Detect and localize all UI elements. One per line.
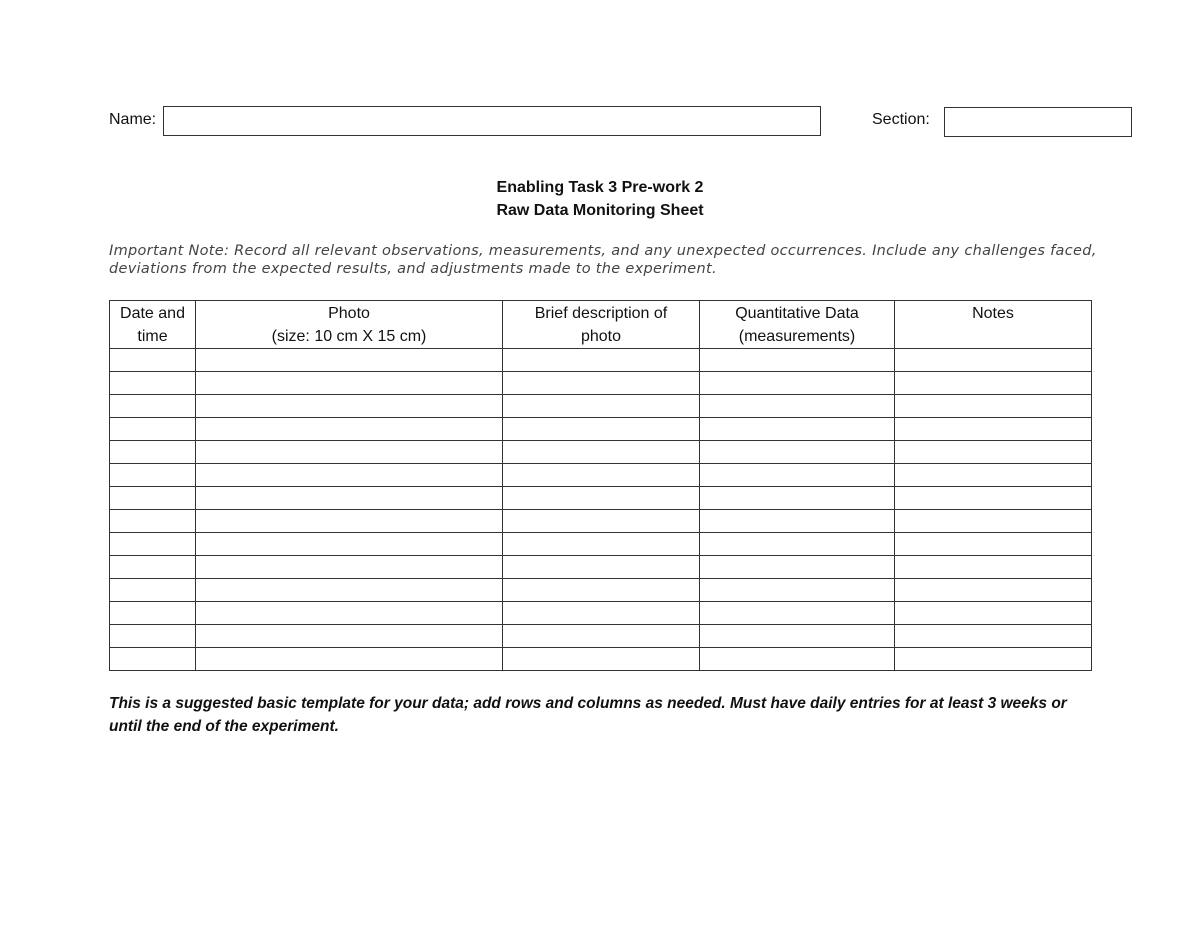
table-cell[interactable] — [700, 625, 895, 648]
table-row — [110, 395, 1092, 418]
table-cell[interactable] — [700, 372, 895, 395]
table-cell[interactable] — [503, 464, 700, 487]
table-row — [110, 349, 1092, 372]
name-label: Name: — [109, 111, 157, 128]
table-cell[interactable] — [503, 602, 700, 625]
table-cell[interactable] — [700, 441, 895, 464]
table-cell[interactable] — [895, 579, 1092, 602]
table-cell[interactable] — [895, 464, 1092, 487]
table-cell[interactable] — [196, 418, 503, 441]
table-cell[interactable] — [110, 487, 196, 510]
table-cell[interactable] — [700, 648, 895, 671]
section-label: Section: — [872, 111, 930, 128]
table-cell[interactable] — [503, 395, 700, 418]
table-cell[interactable] — [895, 625, 1092, 648]
col-photo: Photo (size: 10 cm X 15 cm) — [196, 301, 503, 349]
col-notes: Notes — [895, 301, 1092, 349]
table-cell[interactable] — [503, 625, 700, 648]
table-cell[interactable] — [700, 487, 895, 510]
table-cell[interactable] — [110, 395, 196, 418]
important-note: Important Note: Record all relevant observations, measurements, and any unexpected occurrences. Include any challenges faced, deviations from the expected results, and adjustments made to the experiment. — [109, 243, 1097, 277]
col-date-time: Date and time — [110, 301, 196, 349]
data-table — [109, 300, 1092, 671]
table-cell[interactable] — [503, 441, 700, 464]
table-cell[interactable] — [196, 487, 503, 510]
table-cell[interactable] — [196, 533, 503, 556]
table-row — [110, 510, 1092, 533]
section-field[interactable] — [944, 107, 1132, 137]
table-row — [110, 579, 1092, 602]
table-cell[interactable] — [503, 579, 700, 602]
table-cell[interactable] — [196, 648, 503, 671]
footer-note: This is a suggested basic template for your data; add rows and columns as needed. Must have daily entries for at least 3 weeks or until the end of the experiment. — [109, 695, 1067, 735]
col-quantitative-data: Quantitative Data (measurements) — [700, 301, 895, 349]
table-cell[interactable] — [895, 510, 1092, 533]
table-cell[interactable] — [895, 533, 1092, 556]
table-cell[interactable] — [110, 625, 196, 648]
table-cell[interactable] — [700, 579, 895, 602]
table-cell[interactable] — [110, 510, 196, 533]
table-cell[interactable] — [503, 510, 700, 533]
table-cell[interactable] — [503, 349, 700, 372]
table-cell[interactable] — [196, 395, 503, 418]
table-cell[interactable] — [895, 648, 1092, 671]
table-cell[interactable] — [196, 579, 503, 602]
table-row — [110, 464, 1092, 487]
col-description: Brief description of photo — [503, 301, 700, 349]
table-cell[interactable] — [503, 533, 700, 556]
table-cell[interactable] — [196, 441, 503, 464]
table-row — [110, 533, 1092, 556]
table-row — [110, 625, 1092, 648]
table-cell[interactable] — [700, 510, 895, 533]
table-cell[interactable] — [503, 372, 700, 395]
table-row — [110, 648, 1092, 671]
table-cell[interactable] — [895, 487, 1092, 510]
table-cell[interactable] — [895, 349, 1092, 372]
table-cell[interactable] — [110, 464, 196, 487]
table-cell[interactable] — [110, 602, 196, 625]
table-cell[interactable] — [700, 602, 895, 625]
table-cell[interactable] — [110, 418, 196, 441]
table-cell[interactable] — [895, 418, 1092, 441]
table-cell[interactable] — [196, 625, 503, 648]
table-cell[interactable] — [700, 533, 895, 556]
table-cell[interactable] — [700, 349, 895, 372]
table-cell[interactable] — [895, 556, 1092, 579]
table-header-row — [110, 301, 1092, 349]
table-cell[interactable] — [895, 441, 1092, 464]
table-cell[interactable] — [110, 372, 196, 395]
title-line-1: Enabling Task 3 Pre-work 2 — [496, 179, 704, 196]
table-cell[interactable] — [110, 579, 196, 602]
table-cell[interactable] — [700, 418, 895, 441]
table-row — [110, 602, 1092, 625]
table-cell[interactable] — [196, 556, 503, 579]
table-row — [110, 441, 1092, 464]
table-cell[interactable] — [196, 602, 503, 625]
table-cell[interactable] — [700, 556, 895, 579]
table-cell[interactable] — [110, 349, 196, 372]
table-cell[interactable] — [110, 648, 196, 671]
table-cell[interactable] — [895, 395, 1092, 418]
table-row — [110, 487, 1092, 510]
table-cell[interactable] — [503, 556, 700, 579]
page-title — [0, 176, 1200, 222]
name-field[interactable] — [163, 106, 821, 136]
table-cell[interactable] — [196, 510, 503, 533]
title-line-2: Raw Data Monitoring Sheet — [496, 202, 704, 219]
table-cell[interactable] — [196, 349, 503, 372]
table-cell[interactable] — [700, 464, 895, 487]
table-cell[interactable] — [196, 372, 503, 395]
table-row — [110, 556, 1092, 579]
table-row — [110, 372, 1092, 395]
table-cell[interactable] — [503, 648, 700, 671]
table-cell[interactable] — [503, 487, 700, 510]
table-cell[interactable] — [110, 441, 196, 464]
table-row — [110, 418, 1092, 441]
table-cell[interactable] — [196, 464, 503, 487]
table-cell[interactable] — [700, 395, 895, 418]
table-cell[interactable] — [110, 556, 196, 579]
table-cell[interactable] — [895, 602, 1092, 625]
table-cell[interactable] — [503, 418, 700, 441]
table-cell[interactable] — [110, 533, 196, 556]
table-cell[interactable] — [895, 372, 1092, 395]
